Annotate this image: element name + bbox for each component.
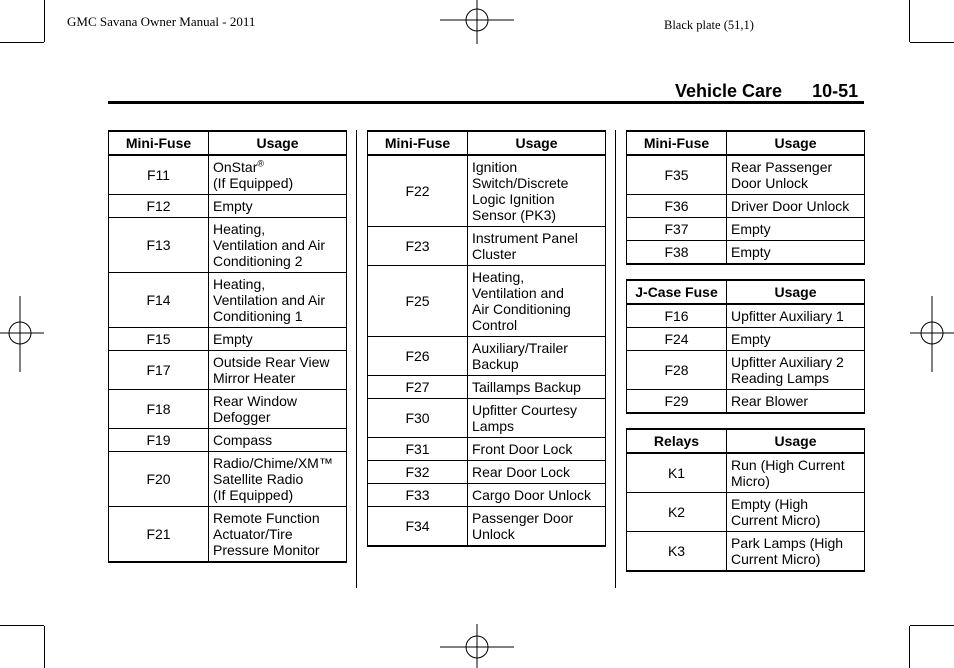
fuse-usage: Heating, Ventilation and Air Conditioning 2 <box>209 218 347 273</box>
table-row <box>109 273 347 328</box>
header-rule <box>108 101 864 104</box>
relay-usage: Empty (High Current Micro) <box>727 493 865 532</box>
table-row <box>109 429 347 452</box>
usage-text: OnStar <box>213 159 258 175</box>
fuse-id: F27 <box>368 376 468 399</box>
column-header-fuse: Mini-Fuse <box>109 131 209 155</box>
relay-usage: Park Lamps (High Current Micro) <box>727 532 865 572</box>
relay-id: K1 <box>627 453 727 493</box>
mini-fuse-table-1 <box>108 130 347 563</box>
fuse-usage: Cargo Door Unlock <box>468 484 606 507</box>
fuse-id: F11 <box>109 155 209 195</box>
fuse-id: F13 <box>109 218 209 273</box>
mini-fuse-table-2 <box>367 130 606 547</box>
table-row <box>109 351 347 390</box>
fuse-id: F34 <box>368 507 468 547</box>
table-row <box>627 493 865 532</box>
fuse-id: F15 <box>109 328 209 351</box>
relays-table <box>626 428 865 572</box>
fuse-id: F20 <box>109 452 209 507</box>
table-row <box>368 438 606 461</box>
column-header-fuse: J-Case Fuse <box>627 280 727 304</box>
mini-fuse-table-3 <box>626 130 865 265</box>
section-heading <box>675 81 858 102</box>
column-header-usage: Usage <box>727 280 865 304</box>
j-case-fuse-table <box>626 279 865 414</box>
fuse-usage: Driver Door Unlock <box>727 195 865 218</box>
fuse-usage: Outside Rear View Mirror Heater <box>209 351 347 390</box>
fuse-id: F29 <box>627 390 727 414</box>
table-row <box>368 376 606 399</box>
fuse-usage: Rear Door Lock <box>468 461 606 484</box>
fuse-usage: Rear Passenger Door Unlock <box>727 155 865 195</box>
fuse-usage: Upfitter Auxiliary 1 <box>727 304 865 328</box>
registration-mark-left <box>0 296 44 372</box>
table-row <box>109 195 347 218</box>
fuse-usage: Heating, Ventilation and Air Conditioning Control <box>468 266 606 337</box>
fuse-usage: Taillamps Backup <box>468 376 606 399</box>
relay-id: K3 <box>627 532 727 572</box>
fuse-usage: Passenger Door Unlock <box>468 507 606 547</box>
fuse-usage: Rear Window Defogger <box>209 390 347 429</box>
usage-note: (If Equipped) <box>213 175 294 191</box>
column-header-fuse: Mini-Fuse <box>368 131 468 155</box>
table-row <box>627 328 865 351</box>
fuse-id: F14 <box>109 273 209 328</box>
table-row <box>109 452 347 507</box>
fuse-usage: Heating, Ventilation and Air Conditioning 1 <box>209 273 347 328</box>
table-row <box>368 155 606 227</box>
table-row <box>109 218 347 273</box>
fuse-id: F35 <box>627 155 727 195</box>
relay-usage: Run (High Current Micro) <box>727 453 865 493</box>
column-header-usage: Usage <box>468 131 606 155</box>
fuse-id: F23 <box>368 227 468 266</box>
table-row <box>109 155 347 195</box>
section-name: Vehicle Care <box>675 81 783 101</box>
fuse-id: F26 <box>368 337 468 376</box>
fuse-id: F28 <box>627 351 727 390</box>
table-header-row <box>368 131 606 155</box>
table-row <box>368 266 606 337</box>
registration-mark-bottom <box>440 624 516 668</box>
fuse-id: F30 <box>368 399 468 438</box>
table-row <box>627 453 865 493</box>
column-header-fuse: Mini-Fuse <box>627 131 727 155</box>
fuse-usage: Upfitter Courtesy Lamps <box>468 399 606 438</box>
table-header-row <box>627 429 865 453</box>
fuse-id: F25 <box>368 266 468 337</box>
relay-id: K2 <box>627 493 727 532</box>
column-divider <box>356 130 357 588</box>
registered-mark: ® <box>257 158 264 169</box>
table-row <box>627 351 865 390</box>
table-row <box>627 155 865 195</box>
table-row <box>368 461 606 484</box>
table-row <box>368 484 606 507</box>
fuse-id: F17 <box>109 351 209 390</box>
table-row <box>368 507 606 547</box>
fuse-usage: Empty <box>727 218 865 241</box>
fuse-usage: Empty <box>727 328 865 351</box>
fuse-usage: Radio/Chime/XM™ Satellite Radio (If Equipped) <box>209 452 347 507</box>
table-row <box>109 507 347 563</box>
fuse-usage: Instrument Panel Cluster <box>468 227 606 266</box>
table-header-row <box>109 131 347 155</box>
fuse-id: F36 <box>627 195 727 218</box>
table-row <box>627 390 865 414</box>
table-row <box>109 390 347 429</box>
fuse-usage: Rear Blower <box>727 390 865 414</box>
column-divider <box>615 130 616 588</box>
fuse-id: F12 <box>109 195 209 218</box>
fuse-usage: Front Door Lock <box>468 438 606 461</box>
fuse-usage: Empty <box>209 328 347 351</box>
fuse-usage: Auxiliary/Trailer Backup <box>468 337 606 376</box>
table-row <box>368 399 606 438</box>
column-header-relay: Relays <box>627 429 727 453</box>
fuse-id: F16 <box>627 304 727 328</box>
table-row <box>627 195 865 218</box>
fuse-id: F37 <box>627 218 727 241</box>
table-row <box>627 241 865 265</box>
table-row <box>368 337 606 376</box>
fuse-id: F32 <box>368 461 468 484</box>
fuse-usage: Ignition Switch/Discrete Logic Ignition Sensor (PK3) <box>468 155 606 227</box>
fuse-id: F24 <box>627 328 727 351</box>
plate-label: Black plate (51,1) <box>664 18 754 32</box>
fuse-id: F38 <box>627 241 727 265</box>
column-header-usage: Usage <box>727 429 865 453</box>
registration-mark-top <box>440 0 516 44</box>
registration-mark-right <box>910 296 954 372</box>
fuse-usage: Upfitter Auxiliary 2 Reading Lamps <box>727 351 865 390</box>
fuse-id: F22 <box>368 155 468 227</box>
column-header-usage: Usage <box>727 131 865 155</box>
fuse-id: F21 <box>109 507 209 563</box>
fuse-usage: Empty <box>727 241 865 265</box>
table-row <box>368 227 606 266</box>
fuse-usage: Remote Function Actuator/Tire Pressure Monitor <box>209 507 347 563</box>
fuse-id: F33 <box>368 484 468 507</box>
table-row <box>627 218 865 241</box>
table-header-row <box>627 131 865 155</box>
table-header-row <box>627 280 865 304</box>
fuse-usage: Empty <box>209 195 347 218</box>
fuse-id: F31 <box>368 438 468 461</box>
fuse-id: F18 <box>109 390 209 429</box>
table-row <box>627 532 865 572</box>
fuse-usage <box>209 155 347 195</box>
table-row <box>109 328 347 351</box>
fuse-id: F19 <box>109 429 209 452</box>
page-number: 10-51 <box>812 81 859 101</box>
fuse-usage: Compass <box>209 429 347 452</box>
table-row <box>627 304 865 328</box>
column-header-usage: Usage <box>209 131 347 155</box>
document-title: GMC Savana Owner Manual - 2011 <box>67 14 256 29</box>
